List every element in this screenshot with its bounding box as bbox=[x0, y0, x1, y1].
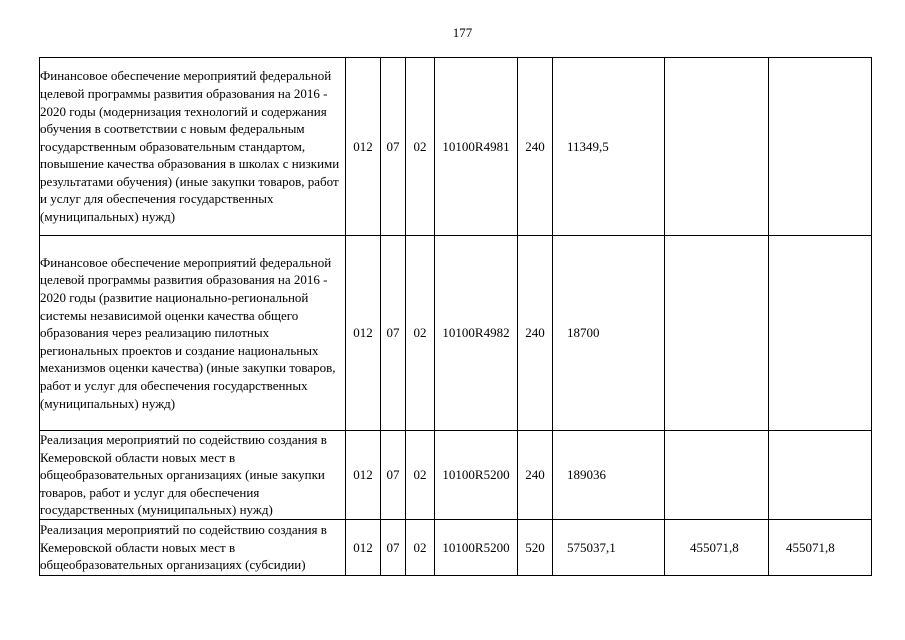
section-code: 07 bbox=[381, 431, 406, 520]
row-description: Реализация мероприятий по содействию создания в Кемеровской области новых мест в общеобразовательных организациях (субсидии) bbox=[40, 520, 346, 576]
target-article-code: 10100R5200 bbox=[435, 431, 518, 520]
amount-1: 18700 bbox=[553, 236, 665, 431]
section-code: 07 bbox=[381, 520, 406, 576]
amount-2 bbox=[665, 236, 769, 431]
table-row bbox=[40, 58, 872, 236]
amount-1: 189036 bbox=[553, 431, 665, 520]
target-article-code: 10100R5200 bbox=[435, 520, 518, 576]
table-row bbox=[40, 431, 872, 520]
expense-type-code: 240 bbox=[518, 58, 553, 236]
ministry-code: 012 bbox=[346, 236, 381, 431]
page-number: 177 bbox=[452, 25, 473, 40]
target-article-code: 10100R4982 bbox=[435, 236, 518, 431]
amount-2: 455071,8 bbox=[665, 520, 769, 576]
section-code: 07 bbox=[381, 236, 406, 431]
ministry-code: 012 bbox=[346, 58, 381, 236]
amount-3 bbox=[769, 58, 872, 236]
amount-2 bbox=[665, 58, 769, 236]
target-article-code: 10100R4981 bbox=[435, 58, 518, 236]
amount-3 bbox=[769, 431, 872, 520]
section-code: 07 bbox=[381, 58, 406, 236]
amount-3: 455071,8 bbox=[769, 520, 872, 576]
expense-type-code: 240 bbox=[518, 431, 553, 520]
amount-3 bbox=[769, 236, 872, 431]
table-row bbox=[40, 520, 872, 576]
amount-1: 575037,1 bbox=[553, 520, 665, 576]
subsection-code: 02 bbox=[406, 236, 435, 431]
subsection-code: 02 bbox=[406, 58, 435, 236]
subsection-code: 02 bbox=[406, 520, 435, 576]
ministry-code: 012 bbox=[346, 431, 381, 520]
row-description: Финансовое обеспечение мероприятий федеральной целевой программы развития образования на 2016 - 2020 годы (развитие национально-региональной системы независимой оценки качества общего образования через реализацию пилотных региональных проектов и создание национальных механизмов оценки качества) (иные закупки товаров, работ и услуг для обеспечения государственных (муниципальных) нужд) bbox=[40, 236, 346, 431]
subsection-code: 02 bbox=[406, 431, 435, 520]
ministry-code: 012 bbox=[346, 520, 381, 576]
row-description: Финансовое обеспечение мероприятий федеральной целевой программы развития образования на 2016 - 2020 годы (модернизация технологий и содержания обучения в соответствии с новым федеральным государственным образовательным стандартом, повышение качества образования в школах с низкими результатами обучения) (иные закупки товаров, работ и услуг для обеспечения государственных (муниципальных) нужд) bbox=[40, 58, 346, 236]
amount-1: 11349,5 bbox=[553, 58, 665, 236]
expense-type-code: 520 bbox=[518, 520, 553, 576]
budget-table bbox=[39, 57, 872, 576]
expense-type-code: 240 bbox=[518, 236, 553, 431]
row-description: Реализация мероприятий по содействию создания в Кемеровской области новых мест в общеобразовательных организациях (иные закупки товаров, работ и услуг для обеспечения государственных (муниципальных) нужд) bbox=[40, 431, 346, 520]
table-row bbox=[40, 236, 872, 431]
amount-2 bbox=[665, 431, 769, 520]
